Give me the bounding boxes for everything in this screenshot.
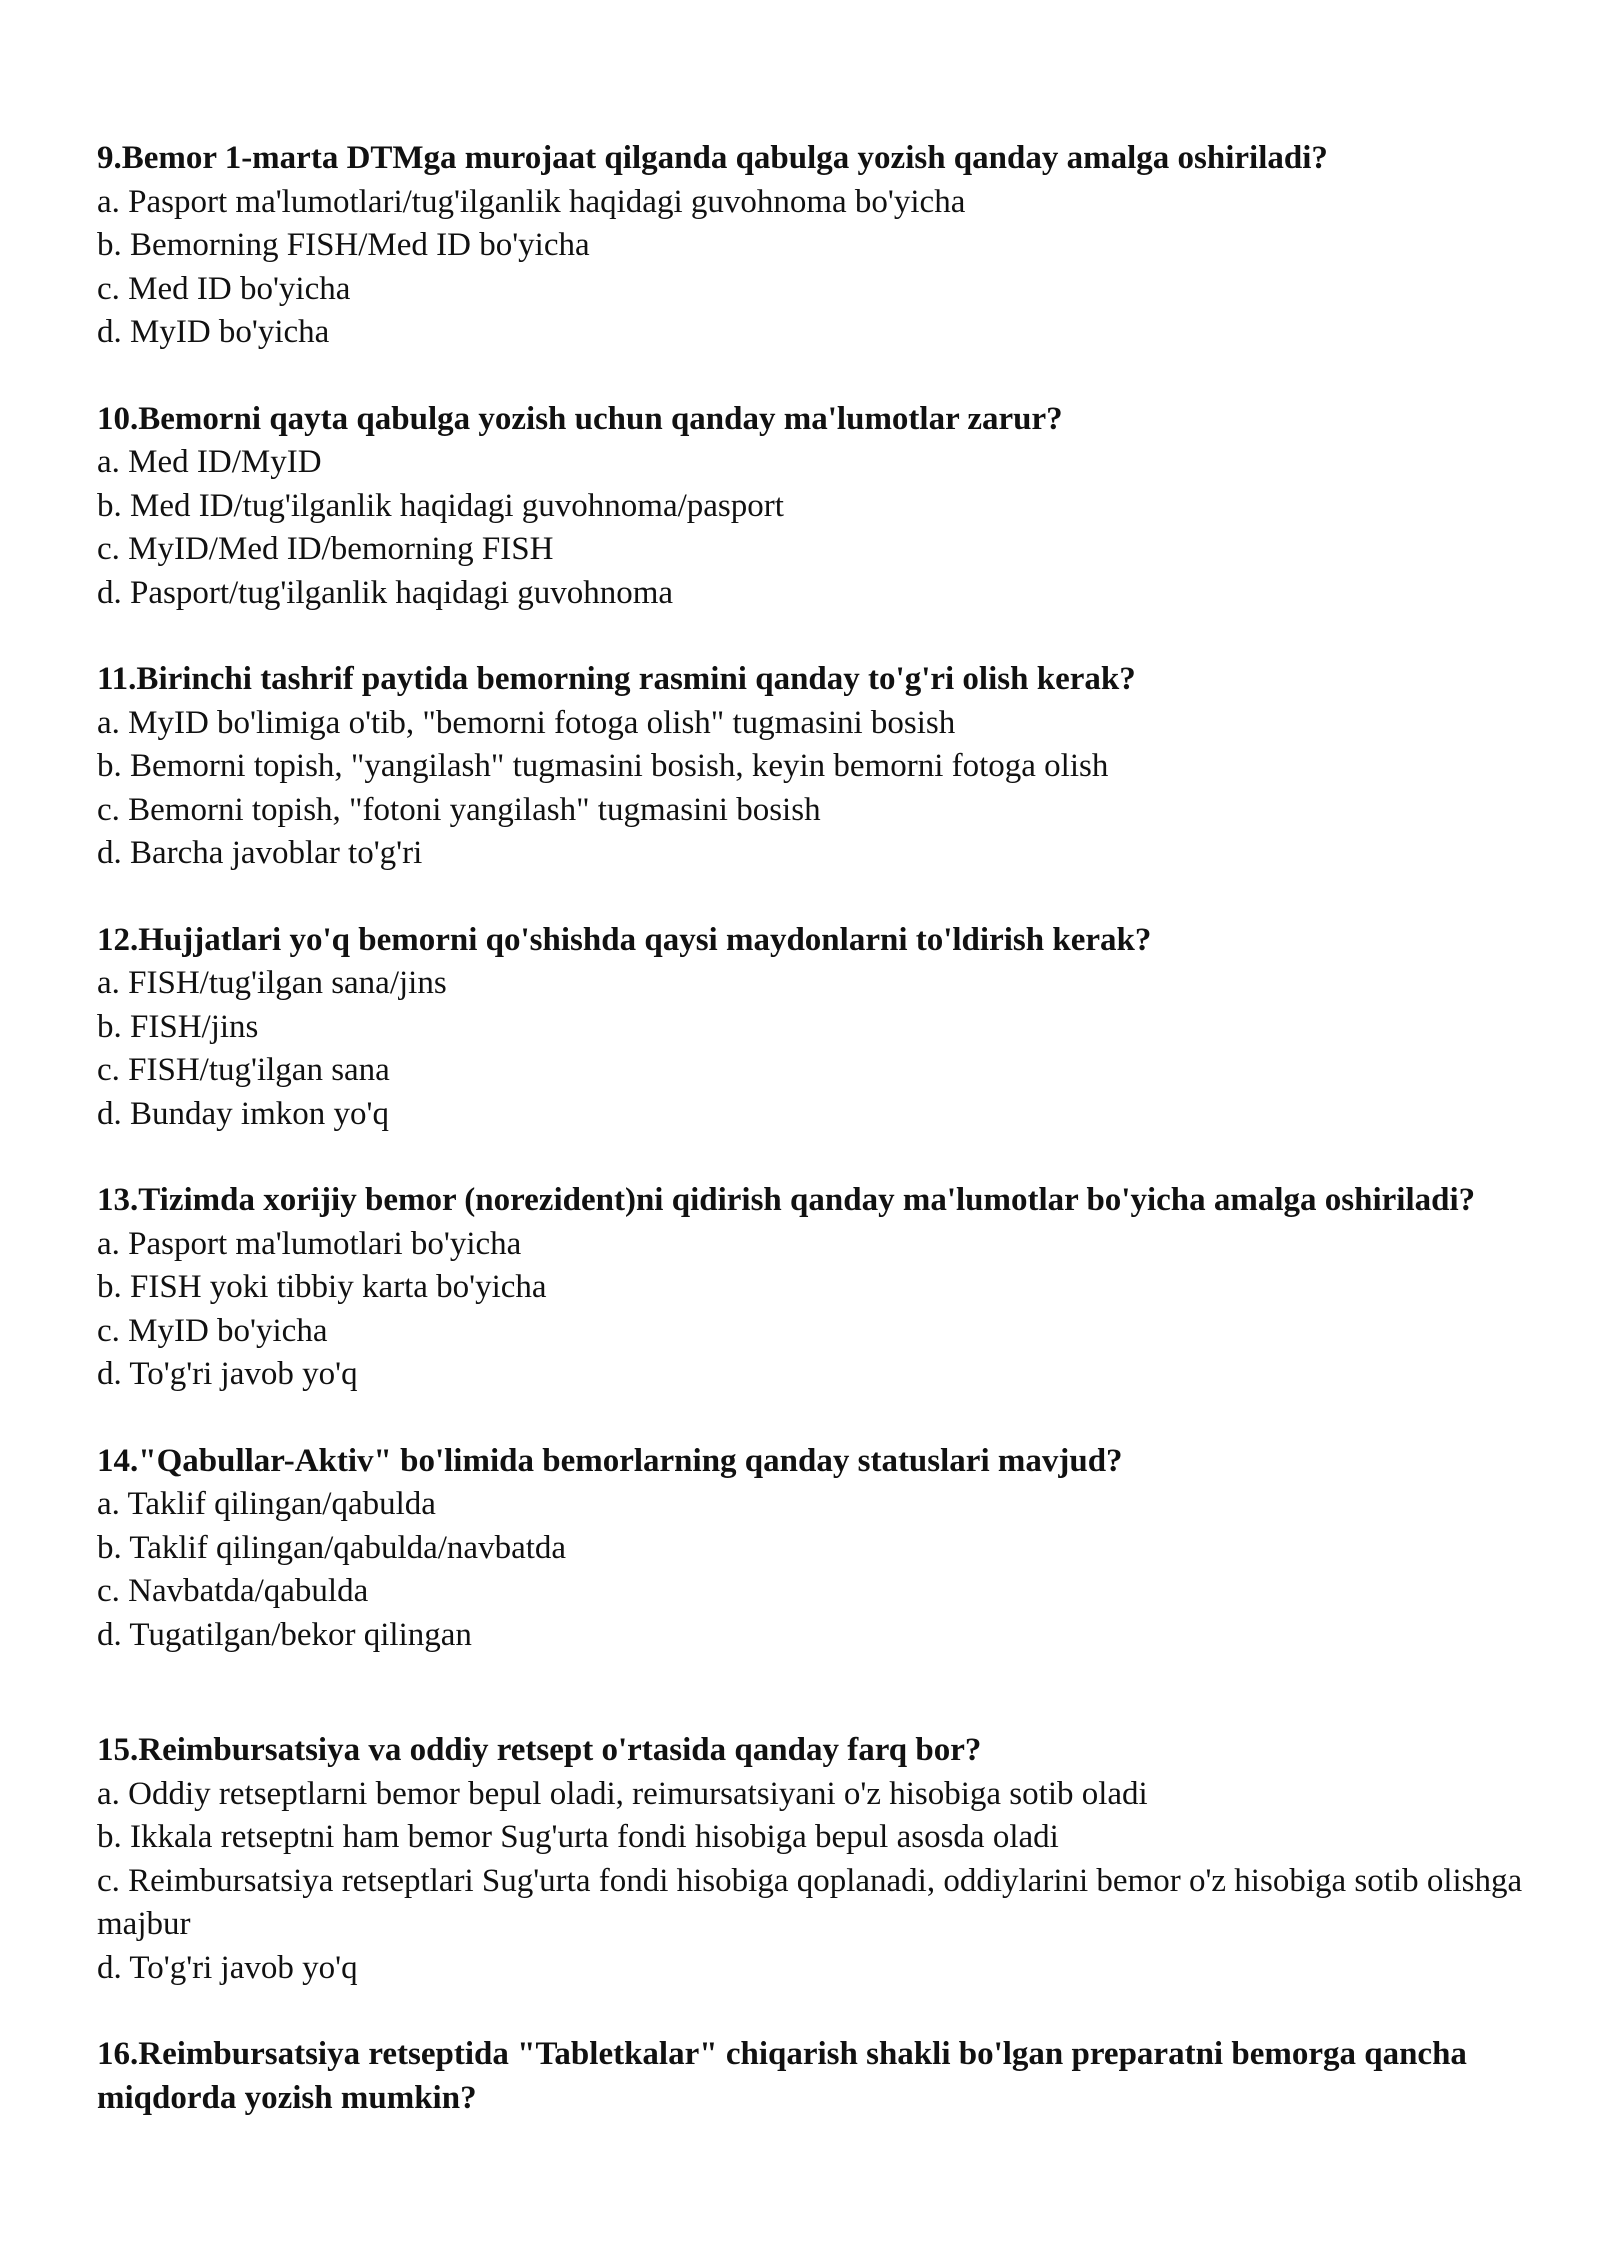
question-title: 10.Bemorni qayta qabulga yozish uchun qanday ma'lumotlar zarur? — [97, 400, 1063, 437]
answer-option-c: c. Navbatda/qabulda — [97, 1573, 369, 1609]
answer-option-d: d. MyID bo'yicha — [97, 314, 330, 350]
answer-option-c: c. MyID bo'yicha — [97, 1312, 328, 1349]
answer-option-d: d. Tugatilgan/bekor qilingan — [97, 1616, 472, 1653]
answer-option-a: a. Oddiy retseptlarni bemor bepul oladi, reimursatsiyani o'z hisobiga sotib oladi — [97, 1775, 1148, 1812]
answer-option-d: d. Bunday imkon yo'q — [97, 1095, 389, 1132]
answer-option-c: c. FISH/tug'ilgan sana — [97, 1052, 390, 1088]
question-title: 15.Reimbursatsiya va oddiy retsept o'rtasida qanday farq bor? — [97, 1732, 982, 1768]
answer-option-a: a. MyID bo'limiga o'tib, "bemorni fotoga olish" tugmasini bosish — [97, 704, 956, 741]
answer-option-c: c. Med ID bo'yicha — [97, 270, 351, 307]
question-14 — [97, 1440, 1530, 1658]
answer-option-a: a. FISH/tug'ilgan sana/jins — [97, 965, 447, 1001]
answer-option-a: a. Pasport ma'lumotlari bo'yicha — [97, 1225, 522, 1262]
answer-option-b: b. Med ID/tug'ilganlik haqidagi guvohnoma/pasport — [97, 487, 784, 524]
question-title: 14."Qabullar-Aktiv" bo'limida bemorlarning qanday statuslari mavjud? — [97, 1442, 1123, 1479]
question-9 — [97, 137, 1530, 355]
answer-option-b: b. Taklif qilingan/qabulda/navbatda — [97, 1529, 567, 1566]
question-13 — [97, 1179, 1530, 1397]
question-12 — [97, 919, 1530, 1137]
answer-option-b: b. Bemorning FISH/Med ID bo'yicha — [97, 227, 590, 263]
question-11 — [97, 658, 1530, 876]
question-title: 13.Tizimda xorijiy bemor (norezident)ni qidirish qanday ma'lumotlar bo'yicha amalga oshiriladi? — [97, 1182, 1476, 1218]
question-title: 16.Reimbursatsiya retseptida "Tabletkalar" chiqarish shakli bo'lgan preparatni bemorga qancha miqdorda yozish mumkin? — [97, 2036, 1467, 2116]
answer-option-b: b. Ikkala retseptni ham bemor Sug'urta fondi hisobiga bepul asosda oladi — [97, 1819, 1059, 1855]
answer-option-a: a. Taklif qilingan/qabulda — [97, 1486, 436, 1522]
answer-option-d: d. To'g'ri javob yo'q — [97, 1949, 358, 1986]
question-title: 9.Bemor 1-marta DTMga murojaat qilganda qabulga yozish qanday amalga oshiriladi? — [97, 140, 1328, 176]
question-title: 11.Birinchi tashrif paytida bemorning rasmini qanday to'g'ri olish kerak? — [97, 661, 1136, 697]
answer-option-c: c. MyID/Med ID/bemorning FISH — [97, 531, 554, 567]
answer-option-d: d. Pasport/tug'ilganlik haqidagi guvohnoma — [97, 574, 674, 611]
answer-option-a: a. Med ID/MyID — [97, 444, 322, 480]
question-title: 12.Hujjatlari yo'q bemorni qo'shishda qaysi maydonlarni to'ldirish kerak? — [97, 921, 1152, 958]
answer-option-a: a. Pasport ma'lumotlari/tug'ilganlik haqidagi guvohnoma bo'yicha — [97, 183, 966, 220]
question-16 — [97, 2033, 1530, 2120]
answer-option-d: d. Barcha javoblar to'g'ri — [97, 835, 423, 871]
answer-option-d: d. To'g'ri javob yo'q — [97, 1356, 358, 1392]
answer-option-c: c. Bemorni topish, "fotoni yangilash" tugmasini bosish — [97, 791, 821, 828]
answer-option-b: b. FISH yoki tibbiy karta bo'yicha — [97, 1269, 547, 1305]
answer-option-b: b. FISH/jins — [97, 1008, 259, 1045]
answer-option-b: b. Bemorni topish, "yangilash" tugmasini bosish, keyin bemorni fotoga olish — [97, 748, 1109, 784]
answer-option-c: c. Reimbursatsiya retseptlari Sug'urta fondi hisobiga qoplanadi, oddiylarini bemor o'z hisobiga sotib olishga majbur — [97, 1862, 1523, 1942]
question-15 — [97, 1729, 1530, 1990]
question-10 — [97, 398, 1530, 616]
